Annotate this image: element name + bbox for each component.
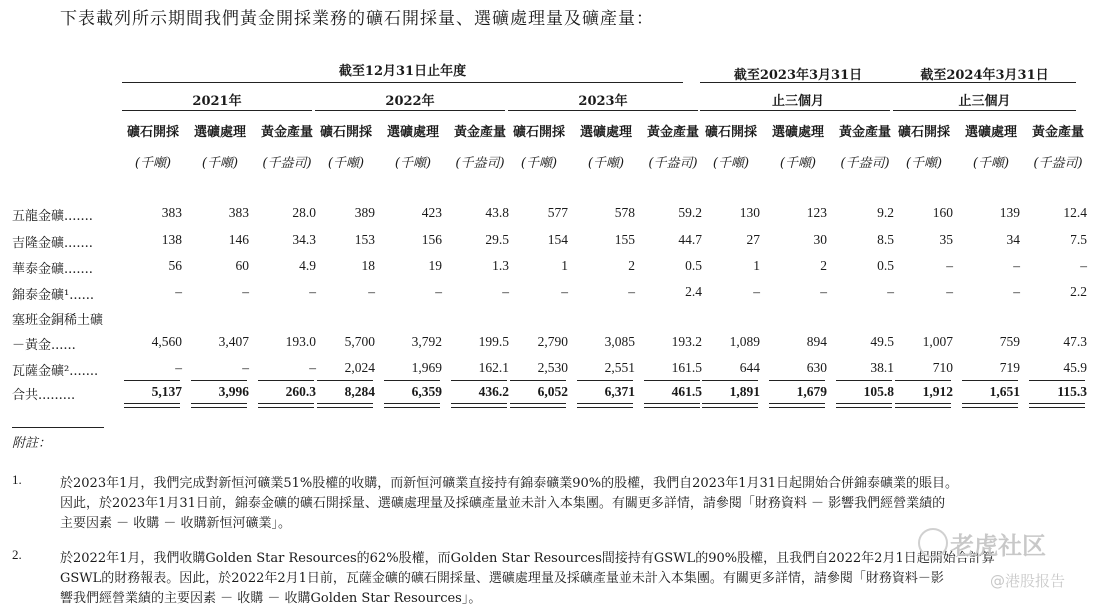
table-cell: 4.9: [299, 258, 316, 273]
table-cell: 577: [547, 205, 568, 220]
table-cell: 60: [235, 258, 249, 273]
subtotal-rule: [124, 380, 180, 381]
year-header-2: 2023年: [578, 94, 628, 109]
total-double-rule: [510, 403, 566, 408]
table-cell: 193.0: [285, 334, 316, 349]
watermark-logo-icon: [918, 528, 948, 558]
table-cell: 44.7: [678, 232, 702, 247]
total-cell: 115.3: [1057, 384, 1087, 399]
table-cell: 38.1: [870, 360, 894, 375]
table-cell: 162.1: [478, 360, 509, 375]
table-cell: 389: [354, 205, 375, 220]
total-double-rule: [451, 403, 507, 408]
total-double-rule: [769, 403, 825, 408]
table-cell: 34: [1006, 232, 1020, 247]
total-cell: 1,651: [989, 384, 1020, 399]
table-cell: 2,551: [604, 360, 635, 375]
subtotal-rule: [702, 380, 758, 381]
table-cell: –: [175, 360, 182, 375]
table-cell: 383: [161, 205, 182, 220]
total-cell: 5,137: [151, 384, 182, 399]
note-text-line: 因此，於2023年1月31日前，錦泰金礦的礦石開採量、選礦處理量及採礦產量並未計入本集團。有關更多詳情，請參閱「財務資料 － 影響我們經營業績的: [60, 496, 946, 511]
table-cell: 30: [813, 232, 827, 247]
table-cell: –: [1080, 258, 1087, 273]
table-cell: 2: [820, 258, 827, 273]
table-cell: 34.3: [292, 232, 316, 247]
unit-label: (千噸): [394, 156, 432, 171]
row-label: 吉隆金礦.......: [12, 236, 93, 251]
column-header: 選礦處理: [193, 125, 246, 140]
row-label: －黃金......: [12, 338, 76, 353]
subtotal-rule: [317, 380, 373, 381]
total-cell: 6,052: [537, 384, 568, 399]
table-cell: 1: [753, 258, 760, 273]
table-cell: 27: [746, 232, 760, 247]
intro-text: 下表載列所示期間我們黃金開採業務的礦石開採量、選礦處理量及礦產量：: [60, 9, 654, 29]
note-text-line: GSWL的財務報表。因此，於2022年2月1日前，瓦薩金礦的礦石開採量、選礦處理量及採礦產量並未計入本集團。有關更多詳情，請參閱「財務資料－影: [60, 571, 944, 586]
total-double-rule: [702, 403, 758, 408]
table-cell: 1,007: [922, 334, 953, 349]
unit-label: (千盎司): [262, 156, 312, 171]
year-end-header: 截至12月31日止年度: [338, 64, 467, 79]
unit-label: (千噸): [201, 156, 239, 171]
subtotal-rule: [962, 380, 1018, 381]
column-header: 黃金產量: [646, 125, 699, 140]
total-cell: 6,359: [411, 384, 442, 399]
table-cell: 47.3: [1063, 334, 1087, 349]
unit-label: (千噸): [905, 156, 943, 171]
q2024-header-top: 截至2024年3月31日: [920, 68, 1049, 83]
watermark-brand: 老虎社区: [950, 532, 1046, 560]
row-label: 五龍金礦.......: [12, 209, 93, 224]
table-cell: 56: [168, 258, 182, 273]
total-cell: 436.2: [478, 384, 509, 399]
subtotal-rule: [769, 380, 825, 381]
table-cell: 423: [421, 205, 442, 220]
total-double-rule: [317, 403, 373, 408]
table-cell: 59.2: [678, 205, 702, 220]
table-cell: 130: [739, 205, 760, 220]
q2023-header-top: 截至2023年3月31日: [733, 68, 863, 83]
table-cell: 155: [614, 232, 635, 247]
table-cell: –: [946, 258, 953, 273]
row-label: 塞班金銅稀土礦: [12, 313, 104, 328]
unit-label: (千噸): [779, 156, 817, 171]
column-header: 礦石開採: [126, 125, 179, 140]
subtotal-rule: [1029, 380, 1085, 381]
unit-label: (千盎司): [840, 156, 890, 171]
column-header: 選礦處理: [964, 125, 1017, 140]
unit-label: (千噸): [712, 156, 750, 171]
table-cell: 43.8: [485, 205, 509, 220]
unit-label: (千盎司): [648, 156, 698, 171]
note-text-line: 響我們經營業績的主要因素 － 收購 － 收購Golden Star Resources」。: [60, 591, 482, 606]
table-cell: 0.5: [685, 258, 702, 273]
table-cell: –: [242, 360, 249, 375]
subtotal-rule: [258, 380, 314, 381]
table-cell: –: [368, 284, 375, 299]
table-cell: –: [309, 284, 316, 299]
column-header: 黃金產量: [1031, 125, 1084, 140]
table-cell: 153: [354, 232, 375, 247]
table-cell: 156: [421, 232, 442, 247]
year-rule-2: [508, 110, 698, 111]
q2024-header-bottom: 止三個月: [958, 94, 1011, 109]
total-cell: 6,371: [604, 384, 635, 399]
table-cell: 630: [806, 360, 827, 375]
table-cell: 49.5: [870, 334, 894, 349]
table-cell: –: [502, 284, 509, 299]
total-cell: 1,891: [729, 384, 760, 399]
table-cell: 383: [228, 205, 249, 220]
note-number: 1.: [12, 472, 22, 487]
table-cell: 759: [999, 334, 1020, 349]
note-text-line: 於2022年1月，我們收購Golden Star Resources的62%股權，而Golden Star Resources間接持有GSWL的90%股權，且我們自2022年2月1日起開始合計算: [60, 551, 995, 566]
total-double-rule: [124, 403, 180, 408]
table-cell: 123: [806, 205, 827, 220]
table-cell: 35: [939, 232, 953, 247]
table-cell: 138: [161, 232, 182, 247]
table-cell: 29.5: [485, 232, 509, 247]
table-cell: 9.2: [877, 205, 894, 220]
table-cell: 28.0: [292, 205, 316, 220]
table-cell: 3,407: [218, 334, 249, 349]
table-cell: 1,089: [729, 334, 760, 349]
column-header: 礦石開採: [512, 125, 565, 140]
table-cell: 139: [999, 205, 1020, 220]
subtotal-rule: [895, 380, 951, 381]
unit-label: (千噸): [134, 156, 172, 171]
unit-label: (千噸): [587, 156, 625, 171]
table-cell: 45.9: [1063, 360, 1087, 375]
total-cell: 260.3: [285, 384, 316, 399]
unit-label: (千噸): [520, 156, 558, 171]
total-double-rule: [644, 403, 700, 408]
q2023-header-bottom: 止三個月: [771, 94, 824, 109]
table-cell: –: [753, 284, 760, 299]
total-double-rule: [1029, 403, 1085, 408]
total-cell: 461.5: [671, 384, 702, 399]
total-double-rule: [962, 403, 1018, 408]
total-double-rule: [191, 403, 247, 408]
year-end-rule: [122, 82, 683, 83]
column-header: 礦石開採: [319, 125, 372, 140]
table-cell: 193.2: [671, 334, 702, 349]
table-cell: 2,024: [344, 360, 375, 375]
table-cell: 8.5: [877, 232, 894, 247]
subtotal-rule: [836, 380, 892, 381]
quarter-rule-3: [700, 110, 890, 111]
column-header: 黃金產量: [453, 125, 506, 140]
total-cell: 105.8: [863, 384, 894, 399]
total-double-rule: [836, 403, 892, 408]
notes-separator: [12, 427, 104, 428]
note-text-line: 於2023年1月，我們完成對新恒河礦業51%股權的收購，而新恒河礦業直接持有錦泰礦業90%的股權，我們自2023年1月31日起開始合併錦泰礦業的賬目。: [60, 476, 959, 491]
unit-label: (千噸): [972, 156, 1010, 171]
year-header-1: 2022年: [385, 94, 435, 109]
table-cell: 894: [806, 334, 827, 349]
table-cell: 710: [932, 360, 953, 375]
table-cell: 19: [428, 258, 442, 273]
note-text-line: 主要因素 － 收購 － 收購新恒河礦業」。: [60, 516, 292, 531]
row-label: 瓦薩金礦².......: [12, 364, 99, 379]
note-number: 2.: [12, 547, 22, 562]
column-header: 選礦處理: [771, 125, 824, 140]
table-cell: –: [1013, 258, 1020, 273]
table-cell: 154: [547, 232, 568, 247]
table-cell: 7.5: [1070, 232, 1087, 247]
subtotal-rule: [577, 380, 633, 381]
column-header: 黃金產量: [838, 125, 891, 140]
notes-title: 附註：: [12, 436, 52, 451]
subtotal-rule: [191, 380, 247, 381]
table-cell: –: [242, 284, 249, 299]
total-cell: 3,996: [218, 384, 249, 399]
total-double-rule: [577, 403, 633, 408]
table-cell: 719: [999, 360, 1020, 375]
table-cell: –: [628, 284, 635, 299]
table-cell: 1.3: [492, 258, 509, 273]
subtotal-rule: [510, 380, 566, 381]
table-cell: 161.5: [671, 360, 702, 375]
row-label: 華泰金礦.......: [12, 262, 93, 277]
table-cell: 146: [228, 232, 249, 247]
unit-label: (千盎司): [455, 156, 505, 171]
table-cell: 2.2: [1070, 284, 1087, 299]
table-cell: 18: [361, 258, 375, 273]
column-header: 黃金產量: [260, 125, 313, 140]
column-header: 礦石開採: [897, 125, 950, 140]
subtotal-rule: [451, 380, 507, 381]
row-label: 錦泰金礦¹......: [12, 288, 95, 303]
total-double-rule: [895, 403, 951, 408]
table-cell: –: [175, 284, 182, 299]
year-rule-1: [315, 110, 505, 111]
table-cell: 3,792: [411, 334, 442, 349]
table-cell: 5,700: [344, 334, 375, 349]
table-cell: 3,085: [604, 334, 635, 349]
table-cell: 12.4: [1063, 205, 1087, 220]
table-cell: 2,530: [537, 360, 568, 375]
table-cell: 1: [561, 258, 568, 273]
total-double-rule: [384, 403, 440, 408]
table-cell: 578: [614, 205, 635, 220]
table-cell: 199.5: [478, 334, 509, 349]
unit-label: (千盎司): [1033, 156, 1083, 171]
table-cell: –: [1013, 284, 1020, 299]
table-cell: 2: [628, 258, 635, 273]
column-header: 選礦處理: [579, 125, 632, 140]
watermark-source: @港股报告: [990, 572, 1066, 590]
table-cell: 0.5: [877, 258, 894, 273]
table-cell: 644: [739, 360, 760, 375]
subtotal-rule: [384, 380, 440, 381]
unit-label: (千噸): [327, 156, 365, 171]
table-cell: –: [946, 284, 953, 299]
table-cell: –: [820, 284, 827, 299]
column-header: 選礦處理: [386, 125, 439, 140]
total-cell: 8,284: [344, 384, 375, 399]
total-double-rule: [258, 403, 314, 408]
table-cell: –: [309, 360, 316, 375]
table-cell: 160: [932, 205, 953, 220]
column-header: 礦石開採: [704, 125, 757, 140]
table-cell: –: [561, 284, 568, 299]
total-label: 合共.........: [12, 388, 76, 403]
table-cell: 2,790: [537, 334, 568, 349]
total-cell: 1,679: [796, 384, 827, 399]
table-cell: 4,560: [151, 334, 182, 349]
year-rule-0: [122, 110, 312, 111]
subtotal-rule: [644, 380, 700, 381]
quarter-rule-4: [893, 110, 1076, 111]
table-cell: 2.4: [685, 284, 702, 299]
table-cell: –: [887, 284, 894, 299]
year-header-0: 2021年: [192, 94, 242, 109]
table-cell: 1,969: [411, 360, 442, 375]
total-cell: 1,912: [922, 384, 953, 399]
table-cell: –: [435, 284, 442, 299]
